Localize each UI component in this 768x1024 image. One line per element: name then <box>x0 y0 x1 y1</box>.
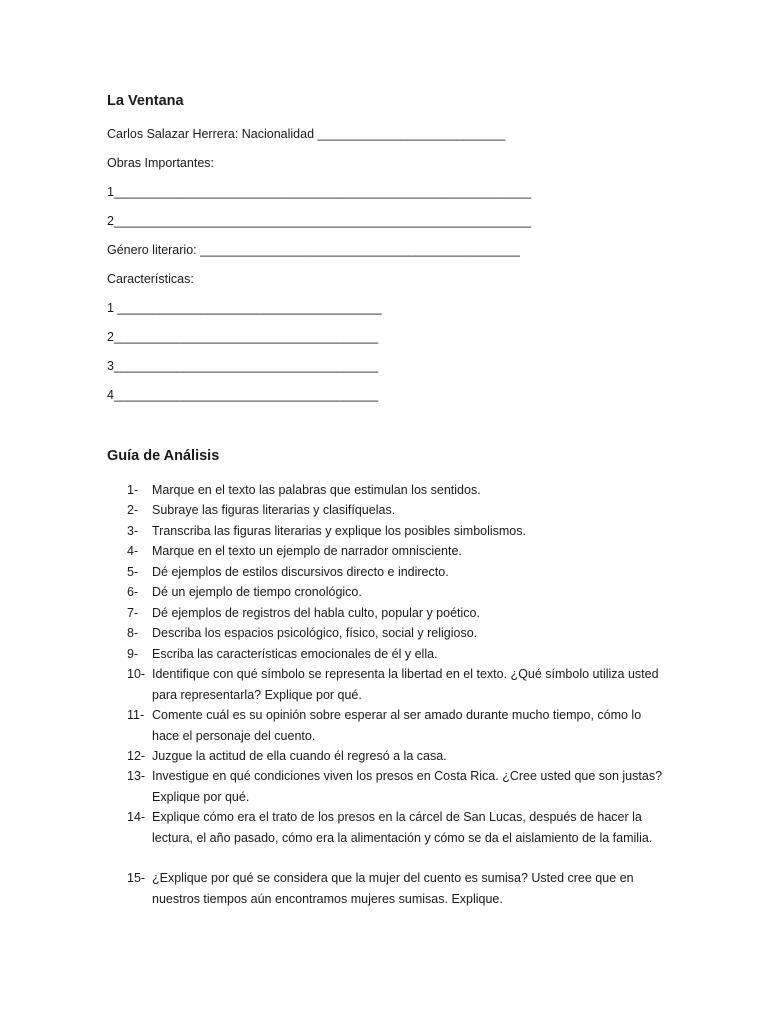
question-number: 1- <box>127 483 139 497</box>
question-text: Marque en el texto las palabras que estimulan los sentidos. <box>152 483 481 497</box>
question-item <box>127 521 667 542</box>
question-number: 12- <box>127 749 146 763</box>
question-item <box>127 603 667 624</box>
question-item <box>127 807 667 848</box>
question-item <box>127 868 667 909</box>
question-text: Subraye las figuras literarias y clasifíquelas. <box>152 503 396 517</box>
question-number: 14- <box>127 810 146 824</box>
question-number: 8- <box>127 626 139 640</box>
question-item <box>127 500 667 521</box>
author-nationality-field: Carlos Salazar Herrera: Nacionalidad ___________________________ <box>107 127 506 141</box>
question-item <box>127 664 667 705</box>
question-number: 2- <box>127 503 139 517</box>
question-text: Juzgue la actitud de ella cuando él regresó a la casa. <box>152 749 447 763</box>
question-text: Escriba las características emocionales de él y ella. <box>152 647 438 661</box>
work-field-2: 2____________________________________________________________ <box>107 214 532 228</box>
question-item <box>127 644 667 665</box>
question-number: 13- <box>127 769 146 783</box>
question-item <box>127 562 667 583</box>
question-text: Investigue en qué condiciones viven los presos en Costa Rica. ¿Cree usted que son justas? Explique por qué. <box>152 769 663 804</box>
work-field-1: 1____________________________________________________________ <box>107 185 532 199</box>
question-text: ¿Explique por qué se considera que la mujer del cuento es sumisa? Usted cree que en nuestros tiempos aún encontramos mujeres sumisas. Explique. <box>152 871 634 906</box>
characteristic-field-1: 1 ______________________________________ <box>107 301 382 315</box>
guide-title: Guía de Análisis <box>107 448 220 464</box>
question-text: Describa los espacios psicológico, físico, social y religioso. <box>152 626 478 640</box>
question-text: Comente cuál es su opinión sobre esperar al ser amado durante mucho tiempo, cómo lo hace el personaje del cuento. <box>152 708 642 743</box>
question-item <box>127 582 667 603</box>
question-text: Dé ejemplos de registros del habla culto, popular y poético. <box>152 606 480 620</box>
question-number: 6- <box>127 585 139 599</box>
characteristics-label: Características: <box>107 272 194 286</box>
question-text: Identifique con qué símbolo se representa la libertad en el texto. ¿Qué símbolo utiliza usted para representarla? Explique por qué. <box>152 667 659 702</box>
question-text: Transcriba las figuras literarias y explique los posibles simbolismos. <box>152 524 526 538</box>
question-number: 4- <box>127 544 139 558</box>
question-number: 5- <box>127 565 139 579</box>
question-item <box>127 480 667 501</box>
question-text: Explique cómo era el trato de los presos en la cárcel de San Lucas, después de hacer la lectura, el año pasado, cómo era la alimentación y cómo se da el aislamiento de la familia. <box>152 810 653 845</box>
document-title: La Ventana <box>107 93 184 109</box>
question-item <box>127 541 667 562</box>
question-item <box>127 705 667 746</box>
works-label: Obras Importantes: <box>107 156 214 170</box>
question-number: 10- <box>127 667 146 681</box>
characteristic-field-2: 2______________________________________ <box>107 330 379 344</box>
question-number: 7- <box>127 606 139 620</box>
question-text: Marque en el texto un ejemplo de narrador omnisciente. <box>152 544 462 558</box>
question-text: Dé un ejemplo de tiempo cronológico. <box>152 585 362 599</box>
question-number: 11- <box>127 708 145 722</box>
characteristic-field-3: 3______________________________________ <box>107 359 379 373</box>
question-item <box>127 766 667 807</box>
question-item <box>127 746 667 767</box>
question-text: Dé ejemplos de estilos discursivos directo e indirecto. <box>152 565 449 579</box>
characteristic-field-4: 4______________________________________ <box>107 388 379 402</box>
question-number: 9- <box>127 647 139 661</box>
question-number: 3- <box>127 524 139 538</box>
genre-field: Género literario: ______________________________________________ <box>107 243 520 257</box>
question-item <box>127 623 667 644</box>
question-number: 15- <box>127 871 146 885</box>
